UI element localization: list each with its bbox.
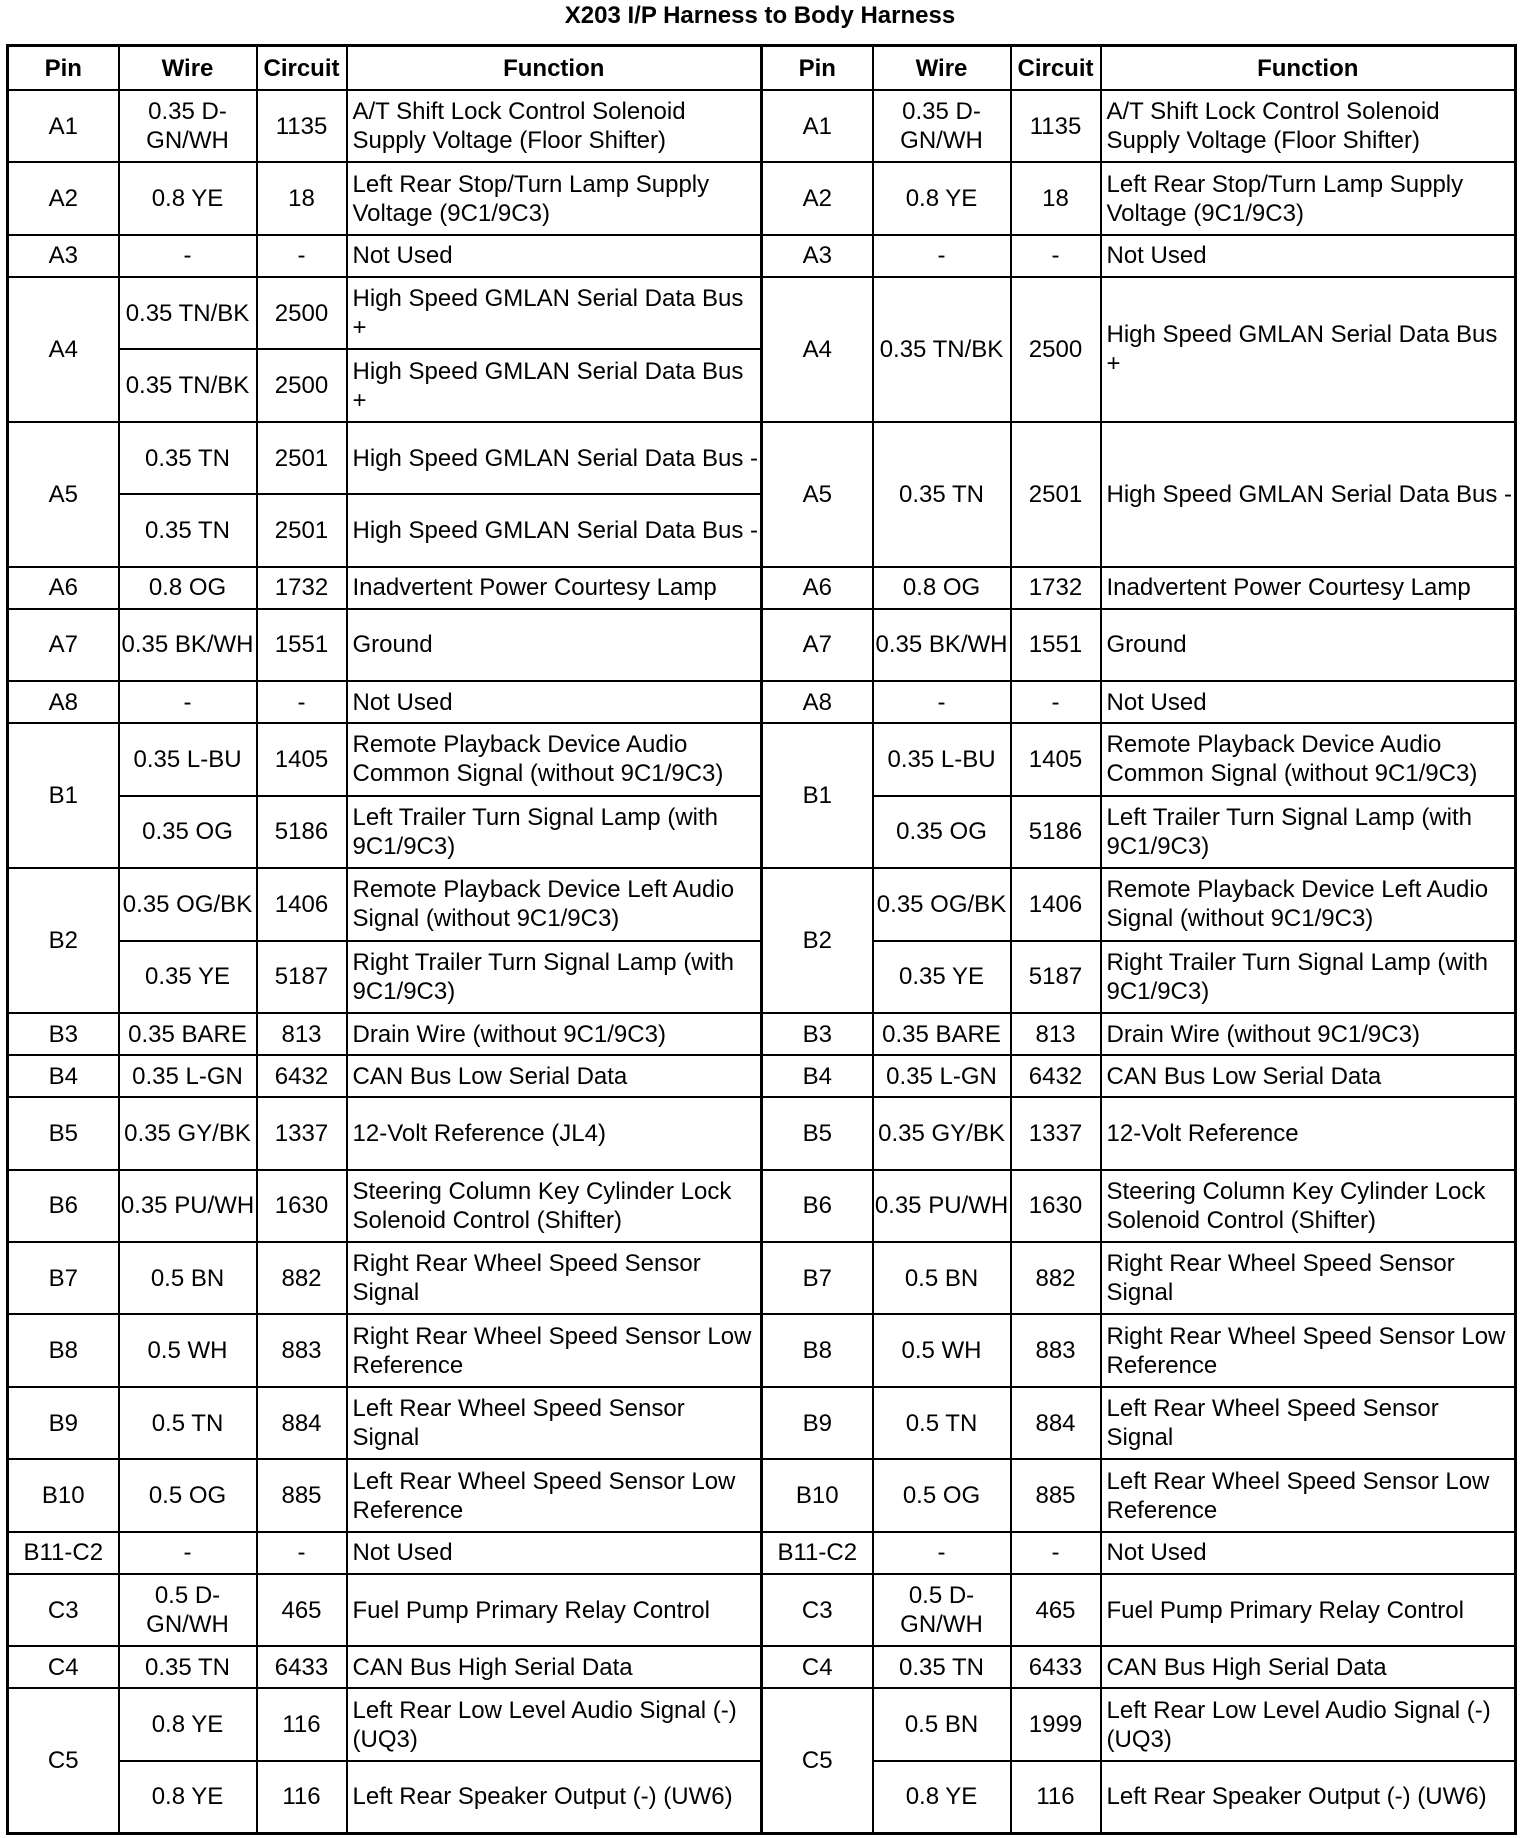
circuit-cell: 5186 xyxy=(1011,796,1101,868)
column-header-circuit: Circuit xyxy=(1011,46,1101,91)
document-title: X203 I/P Harness to Body Harness xyxy=(564,2,956,29)
wire-cell: 0.8 YE xyxy=(119,1688,257,1760)
wire-cell: 0.35 TN xyxy=(119,422,257,494)
table-row xyxy=(8,1459,1516,1531)
table-row xyxy=(8,1646,1516,1688)
wire-cell: 0.5 D-GN/WH xyxy=(119,1574,257,1646)
wire-cell: - xyxy=(119,681,257,723)
function-cell: Left Rear Wheel Speed Sensor Low Reference xyxy=(347,1459,762,1531)
circuit-cell: 2500 xyxy=(1011,277,1101,422)
wire-cell: - xyxy=(873,1532,1011,1574)
pin-cell: B10 xyxy=(762,1459,873,1531)
wire-cell: 0.35 TN xyxy=(119,494,257,566)
function-cell: High Speed GMLAN Serial Data Bus - xyxy=(1101,422,1516,567)
wire-cell: 0.35 D-GN/WH xyxy=(119,90,257,162)
circuit-cell: 1732 xyxy=(1011,567,1101,609)
wire-cell: 0.5 WH xyxy=(873,1314,1011,1386)
table-row xyxy=(8,1055,1516,1097)
column-header-function: Function xyxy=(347,46,762,91)
wire-cell: 0.8 OG xyxy=(873,567,1011,609)
wire-cell: 0.35 BARE xyxy=(873,1013,1011,1055)
pin-cell: B8 xyxy=(8,1314,119,1386)
table-body xyxy=(8,90,1516,1834)
circuit-cell: - xyxy=(1011,235,1101,277)
function-cell: Not Used xyxy=(1101,1532,1516,1574)
pin-cell: C4 xyxy=(762,1646,873,1688)
circuit-cell: 1337 xyxy=(1011,1097,1101,1169)
wire-cell: 0.35 OG xyxy=(873,796,1011,868)
wire-cell: 0.5 BN xyxy=(119,1242,257,1314)
function-cell: Left Rear Speaker Output (-) (UW6) xyxy=(1101,1761,1516,1834)
pin-cell: B11-C2 xyxy=(762,1532,873,1574)
function-cell: Remote Playback Device Audio Common Signal (without 9C1/9C3) xyxy=(347,723,762,795)
table-row xyxy=(8,609,1516,681)
table-row xyxy=(8,277,1516,349)
circuit-cell: 2501 xyxy=(1011,422,1101,567)
function-cell: Fuel Pump Primary Relay Control xyxy=(347,1574,762,1646)
function-cell: High Speed GMLAN Serial Data Bus + xyxy=(347,349,762,421)
table-row xyxy=(8,1387,1516,1459)
function-cell: Drain Wire (without 9C1/9C3) xyxy=(1101,1013,1516,1055)
circuit-cell: - xyxy=(257,1532,347,1574)
pin-cell: C5 xyxy=(8,1688,119,1833)
pin-cell: C4 xyxy=(8,1646,119,1688)
table-row xyxy=(8,1688,1516,1760)
function-cell: CAN Bus High Serial Data xyxy=(1101,1646,1516,1688)
circuit-cell: 116 xyxy=(257,1688,347,1760)
circuit-cell: 1135 xyxy=(257,90,347,162)
pin-cell: B5 xyxy=(762,1097,873,1169)
wire-cell: 0.35 TN/BK xyxy=(119,349,257,421)
circuit-cell: 1732 xyxy=(257,567,347,609)
circuit-cell: 884 xyxy=(257,1387,347,1459)
circuit-cell: 1406 xyxy=(257,868,347,940)
circuit-cell: 2501 xyxy=(257,422,347,494)
function-cell: Right Rear Wheel Speed Sensor Low Reference xyxy=(1101,1314,1516,1386)
circuit-cell: 1135 xyxy=(1011,90,1101,162)
circuit-cell: 1551 xyxy=(257,609,347,681)
function-cell: Left Rear Stop/Turn Lamp Supply Voltage (9C1/9C3) xyxy=(347,162,762,234)
circuit-cell: 5187 xyxy=(1011,941,1101,1013)
pin-cell: A7 xyxy=(8,609,119,681)
wire-cell: 0.35 YE xyxy=(873,941,1011,1013)
function-cell: Fuel Pump Primary Relay Control xyxy=(1101,1574,1516,1646)
circuit-cell: 1405 xyxy=(1011,723,1101,795)
function-cell: High Speed GMLAN Serial Data Bus + xyxy=(1101,277,1516,422)
circuit-cell: 882 xyxy=(1011,1242,1101,1314)
function-cell: Remote Playback Device Left Audio Signal (without 9C1/9C3) xyxy=(1101,868,1516,940)
pin-cell: A4 xyxy=(762,277,873,422)
pin-cell: B5 xyxy=(8,1097,119,1169)
pin-cell: A1 xyxy=(762,90,873,162)
pin-cell: B2 xyxy=(8,868,119,1013)
circuit-cell: 6432 xyxy=(257,1055,347,1097)
pin-cell: B9 xyxy=(762,1387,873,1459)
function-cell: Right Trailer Turn Signal Lamp (with 9C1/9C3) xyxy=(347,941,762,1013)
circuit-cell: 813 xyxy=(257,1013,347,1055)
wire-cell: 0.35 TN xyxy=(119,1646,257,1688)
circuit-cell: 885 xyxy=(257,1459,347,1531)
pin-cell: A5 xyxy=(8,422,119,567)
column-header-circuit: Circuit xyxy=(257,46,347,91)
circuit-cell: 5186 xyxy=(257,796,347,868)
circuit-cell: 883 xyxy=(1011,1314,1101,1386)
pin-cell: B3 xyxy=(8,1013,119,1055)
wire-cell: 0.5 BN xyxy=(873,1242,1011,1314)
wire-cell: - xyxy=(119,235,257,277)
pin-cell: A2 xyxy=(8,162,119,234)
circuit-cell: 882 xyxy=(257,1242,347,1314)
function-cell: Drain Wire (without 9C1/9C3) xyxy=(347,1013,762,1055)
function-cell: Not Used xyxy=(347,681,762,723)
circuit-cell: 6432 xyxy=(1011,1055,1101,1097)
circuit-cell: 1630 xyxy=(257,1170,347,1242)
wire-cell: 0.35 TN xyxy=(873,422,1011,567)
wire-cell: 0.8 YE xyxy=(119,162,257,234)
circuit-cell: 883 xyxy=(257,1314,347,1386)
circuit-cell: 1337 xyxy=(257,1097,347,1169)
function-cell: Right Rear Wheel Speed Sensor Signal xyxy=(1101,1242,1516,1314)
wire-cell: 0.35 GY/BK xyxy=(873,1097,1011,1169)
table-row xyxy=(8,1097,1516,1169)
column-header-pin: Pin xyxy=(8,46,119,91)
circuit-cell: 2500 xyxy=(257,349,347,421)
pin-cell: C5 xyxy=(762,1688,873,1833)
function-cell: Left Rear Speaker Output (-) (UW6) xyxy=(347,1761,762,1834)
pin-cell: A8 xyxy=(762,681,873,723)
table-row xyxy=(8,723,1516,795)
pin-cell: A3 xyxy=(8,235,119,277)
circuit-cell: 1630 xyxy=(1011,1170,1101,1242)
circuit-cell: - xyxy=(257,681,347,723)
wire-cell: 0.5 TN xyxy=(873,1387,1011,1459)
circuit-cell: 6433 xyxy=(257,1646,347,1688)
function-cell: Inadvertent Power Courtesy Lamp xyxy=(1101,567,1516,609)
function-cell: Left Rear Low Level Audio Signal (-) (UQ3) xyxy=(1101,1688,1516,1760)
function-cell: 12-Volt Reference (JL4) xyxy=(347,1097,762,1169)
header-row xyxy=(8,46,1516,91)
function-cell: Left Rear Wheel Speed Sensor Low Reference xyxy=(1101,1459,1516,1531)
wire-cell: 0.5 D-GN/WH xyxy=(873,1574,1011,1646)
wire-cell: 0.5 TN xyxy=(119,1387,257,1459)
pin-cell: A3 xyxy=(762,235,873,277)
function-cell: Left Rear Wheel Speed Sensor Signal xyxy=(1101,1387,1516,1459)
column-header-function: Function xyxy=(1101,46,1516,91)
pin-cell: B7 xyxy=(762,1242,873,1314)
wire-cell: 0.35 PU/WH xyxy=(119,1170,257,1242)
column-header-wire: Wire xyxy=(119,46,257,91)
function-cell: High Speed GMLAN Serial Data Bus - xyxy=(347,494,762,566)
wire-cell: 0.8 YE xyxy=(873,1761,1011,1834)
function-cell: Not Used xyxy=(1101,235,1516,277)
function-cell: CAN Bus Low Serial Data xyxy=(347,1055,762,1097)
table-row xyxy=(8,1314,1516,1386)
pin-cell: B11-C2 xyxy=(8,1532,119,1574)
function-cell: A/T Shift Lock Control Solenoid Supply Voltage (Floor Shifter) xyxy=(1101,90,1516,162)
table-row xyxy=(8,1574,1516,1646)
wire-cell: 0.35 L-GN xyxy=(873,1055,1011,1097)
pin-cell: C3 xyxy=(8,1574,119,1646)
circuit-cell: 1405 xyxy=(257,723,347,795)
function-cell: Left Rear Stop/Turn Lamp Supply Voltage (9C1/9C3) xyxy=(1101,162,1516,234)
wire-cell: 0.35 BARE xyxy=(119,1013,257,1055)
wire-cell: 0.8 OG xyxy=(119,567,257,609)
wire-cell: 0.8 YE xyxy=(873,162,1011,234)
function-cell: CAN Bus High Serial Data xyxy=(347,1646,762,1688)
table-row xyxy=(8,162,1516,234)
function-cell: Right Rear Wheel Speed Sensor Signal xyxy=(347,1242,762,1314)
circuit-cell: 18 xyxy=(1011,162,1101,234)
circuit-cell: 18 xyxy=(257,162,347,234)
circuit-cell: - xyxy=(1011,1532,1101,1574)
function-cell: Remote Playback Device Left Audio Signal (without 9C1/9C3) xyxy=(347,868,762,940)
pin-cell: B10 xyxy=(8,1459,119,1531)
function-cell: Remote Playback Device Audio Common Signal (without 9C1/9C3) xyxy=(1101,723,1516,795)
circuit-cell: 6433 xyxy=(1011,1646,1101,1688)
circuit-cell: 465 xyxy=(1011,1574,1101,1646)
table-row xyxy=(8,567,1516,609)
pin-cell: A1 xyxy=(8,90,119,162)
table-row xyxy=(8,1013,1516,1055)
wire-cell: 0.35 OG/BK xyxy=(873,868,1011,940)
circuit-cell: 116 xyxy=(1011,1761,1101,1834)
pin-cell: A6 xyxy=(8,567,119,609)
circuit-cell: 884 xyxy=(1011,1387,1101,1459)
circuit-cell: - xyxy=(257,235,347,277)
function-cell: A/T Shift Lock Control Solenoid Supply Voltage (Floor Shifter) xyxy=(347,90,762,162)
pin-cell: A5 xyxy=(762,422,873,567)
function-cell: CAN Bus Low Serial Data xyxy=(1101,1055,1516,1097)
circuit-cell: 885 xyxy=(1011,1459,1101,1531)
table-row xyxy=(8,868,1516,940)
circuit-cell: 2501 xyxy=(257,494,347,566)
wire-cell: 0.35 L-BU xyxy=(873,723,1011,795)
table-row xyxy=(8,1532,1516,1574)
wire-cell: 0.35 OG xyxy=(119,796,257,868)
circuit-cell: - xyxy=(1011,681,1101,723)
function-cell: Steering Column Key Cylinder Lock Solenoid Control (Shifter) xyxy=(347,1170,762,1242)
function-cell: Not Used xyxy=(347,235,762,277)
table-row xyxy=(8,90,1516,162)
wire-cell: 0.35 TN xyxy=(873,1646,1011,1688)
circuit-cell: 5187 xyxy=(257,941,347,1013)
pin-cell: B7 xyxy=(8,1242,119,1314)
pin-cell: B2 xyxy=(762,868,873,1013)
wire-cell: - xyxy=(119,1532,257,1574)
pin-cell: B1 xyxy=(8,723,119,868)
pin-cell: B4 xyxy=(8,1055,119,1097)
function-cell: High Speed GMLAN Serial Data Bus - xyxy=(347,422,762,494)
table-row xyxy=(8,422,1516,494)
wire-cell: - xyxy=(873,235,1011,277)
pin-cell: A4 xyxy=(8,277,119,422)
table-row xyxy=(8,1242,1516,1314)
function-cell: Not Used xyxy=(347,1532,762,1574)
wire-cell: 0.35 OG/BK xyxy=(119,868,257,940)
wire-cell: 0.35 YE xyxy=(119,941,257,1013)
function-cell: Steering Column Key Cylinder Lock Solenoid Control (Shifter) xyxy=(1101,1170,1516,1242)
pin-cell: A6 xyxy=(762,567,873,609)
wire-cell: 0.35 TN/BK xyxy=(873,277,1011,422)
function-cell: Right Trailer Turn Signal Lamp (with 9C1/9C3) xyxy=(1101,941,1516,1013)
pin-cell: A7 xyxy=(762,609,873,681)
circuit-cell: 1999 xyxy=(1011,1688,1101,1760)
wire-cell: 0.35 BK/WH xyxy=(119,609,257,681)
circuit-cell: 1406 xyxy=(1011,868,1101,940)
function-cell: Ground xyxy=(1101,609,1516,681)
function-cell: Left Rear Low Level Audio Signal (-) (UQ3) xyxy=(347,1688,762,1760)
wire-cell: 0.35 D-GN/WH xyxy=(873,90,1011,162)
wire-cell: 0.35 PU/WH xyxy=(873,1170,1011,1242)
circuit-cell: 813 xyxy=(1011,1013,1101,1055)
wire-cell: 0.35 L-GN xyxy=(119,1055,257,1097)
pin-cell: A2 xyxy=(762,162,873,234)
pin-cell: B6 xyxy=(762,1170,873,1242)
function-cell: Ground xyxy=(347,609,762,681)
function-cell: Right Rear Wheel Speed Sensor Low Reference xyxy=(347,1314,762,1386)
column-header-wire: Wire xyxy=(873,46,1011,91)
pin-cell: B4 xyxy=(762,1055,873,1097)
function-cell: Not Used xyxy=(1101,681,1516,723)
wire-cell: - xyxy=(873,681,1011,723)
pin-cell: B3 xyxy=(762,1013,873,1055)
function-cell: Left Rear Wheel Speed Sensor Signal xyxy=(347,1387,762,1459)
circuit-cell: 1551 xyxy=(1011,609,1101,681)
wire-cell: 0.5 OG xyxy=(873,1459,1011,1531)
wire-cell: 0.35 GY/BK xyxy=(119,1097,257,1169)
table-row xyxy=(8,235,1516,277)
pin-cell: B9 xyxy=(8,1387,119,1459)
pin-cell: B8 xyxy=(762,1314,873,1386)
function-cell: Left Trailer Turn Signal Lamp (with 9C1/9C3) xyxy=(1101,796,1516,868)
function-cell: 12-Volt Reference xyxy=(1101,1097,1516,1169)
function-cell: High Speed GMLAN Serial Data Bus + xyxy=(347,277,762,349)
function-cell: Inadvertent Power Courtesy Lamp xyxy=(347,567,762,609)
pin-cell: B1 xyxy=(762,723,873,868)
wire-cell: 0.35 TN/BK xyxy=(119,277,257,349)
table-row xyxy=(8,1170,1516,1242)
pin-cell: A8 xyxy=(8,681,119,723)
table-row xyxy=(8,681,1516,723)
wire-cell: 0.35 L-BU xyxy=(119,723,257,795)
column-header-pin: Pin xyxy=(762,46,873,91)
wire-cell: 0.35 BK/WH xyxy=(873,609,1011,681)
circuit-cell: 465 xyxy=(257,1574,347,1646)
pin-cell: C3 xyxy=(762,1574,873,1646)
pin-cell: B6 xyxy=(8,1170,119,1242)
harness-pinout-table xyxy=(6,44,1517,1835)
wire-cell: 0.5 OG xyxy=(119,1459,257,1531)
circuit-cell: 116 xyxy=(257,1761,347,1834)
wire-cell: 0.5 BN xyxy=(873,1688,1011,1760)
wire-cell: 0.8 YE xyxy=(119,1761,257,1834)
wire-cell: 0.5 WH xyxy=(119,1314,257,1386)
circuit-cell: 2500 xyxy=(257,277,347,349)
function-cell: Left Trailer Turn Signal Lamp (with 9C1/9C3) xyxy=(347,796,762,868)
